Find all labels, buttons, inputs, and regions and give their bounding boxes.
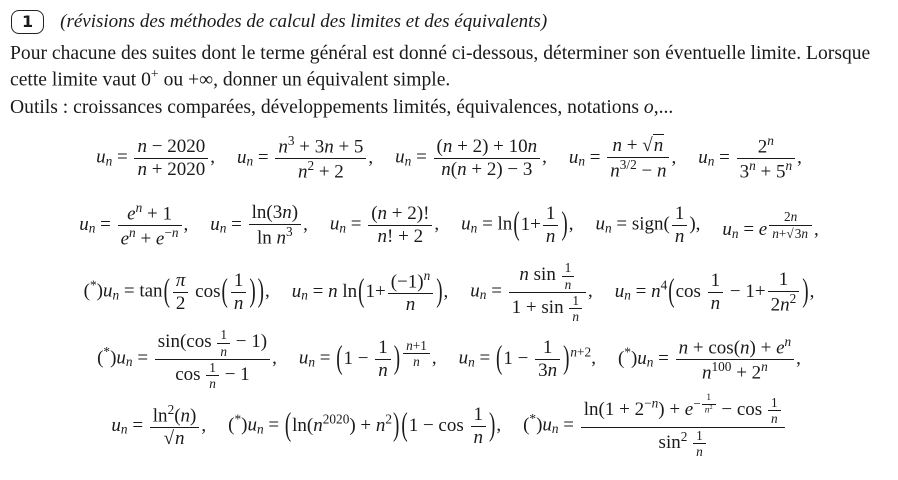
formula: $u_n$ = $\frac{\ln^2(n)}{√n}$ ,: [111, 401, 207, 450]
exercise-number-badge: 1: [11, 10, 44, 34]
formula: $u_n$ = $\frac{n + √n}{n^{3/2} - n}$ ,: [568, 134, 677, 182]
formula: $u_n = \ln(1+$ $\frac{1}{n}$ ),: [461, 203, 574, 247]
formulas-area: [9, 125, 889, 460]
formula: $u_n$ = $\frac{2^n}{3^n + 5^n}$ ,: [698, 132, 802, 183]
formula-row: [9, 393, 889, 460]
formula: $(^*)u_n = (\ln(n^{2020}) + n^2) (1 - \cos$ $\frac{1}{n}$ ),: [228, 404, 502, 448]
formula: $u_n$ = $\frac{n - 2020}{n + 2020}$ ,: [96, 136, 215, 180]
exercise-header: [11, 10, 889, 34]
formula-row: [9, 326, 889, 393]
formula-row: [9, 192, 889, 259]
formula: $(^*)u_n$ = $\frac{n + \cos(n) + e^n}{n^{100} + 2^n}$ ,: [617, 333, 801, 384]
formula: $u_n$ = $\frac{(n + 2) + 10n}{n(n + 2) - 3}$ ,: [395, 136, 547, 180]
formula: $u_n = e$ $^{\frac{2n}{n+√3n}}$ ,: [722, 209, 819, 242]
formula: $u_n$ = $\frac{e^n + 1}{e^n + e^{-n}}$ ,: [79, 199, 189, 250]
formula: $u_n$ = $\frac{n^3 + 3n + 5}{n^2 + 2}$ ,: [236, 132, 374, 183]
formula: $(^*)u_n$ = $\ln(1 + 2^{-n}) + e^{- \frac{1}{n^2}}$ − cos $\frac{1}{n}$ $\sin^2$ $\frac{1}{n}$: [523, 393, 787, 459]
intro-paragraph: Pour chacune des suites dont le terme général est donné ci-dessous, déterminer son éventuelle limite. Lorsque cette limite vaut 0+ ou +∞, donner un équivalent simple.: [10, 43, 871, 91]
formula: $(^*)u_n$ = sin(cos $\frac{1}{n}$ − 1) cos $\frac{1}{n}$ − 1 ,: [97, 327, 277, 392]
formula: $(^*)u_n = \tan$( $\frac{\pi}{2}$ cos( $\frac{1}{n}$ ) ),: [83, 270, 270, 314]
formula: $u_n$ = $\frac{\ln(3n)}{\ln n^3}$ ,: [210, 201, 308, 249]
exercise-subtitle: (révisions des méthodes de calcul des limites et des équivalents): [60, 11, 548, 33]
formula-row: [9, 125, 889, 192]
formula: $u_n = (1$ − $\frac{1}{n}$ ) $^{\frac{n+1}{n}}$ ,: [298, 337, 437, 381]
tools-line: Outils : croissances comparées, développements limités, équivalences, notations o,...: [10, 96, 674, 118]
formula: $u_n$ = sign( $\frac{1}{n}$ ),: [595, 203, 701, 247]
formula: $u_n = n^4(\cos$ $\frac{1}{n}$ − 1+ $\frac{1}{2n^2}$ ),: [614, 268, 815, 316]
formula: $u_n = n$ ln(1+ $\frac{(-1)^n}{n}$ ),: [291, 267, 449, 316]
formula-row: [9, 259, 889, 326]
formula: $u_n$ = n sin $\frac{1}{n}$ 1 + sin $\frac{1}{n}$ ,: [470, 260, 593, 325]
formula: $u_n = (1$ − $\frac{1}{3n}$ )$^{n+2}$,: [458, 337, 596, 381]
formula: $u_n$ = $\frac{(n + 2)!}{n! + 2}$ ,: [329, 203, 440, 247]
